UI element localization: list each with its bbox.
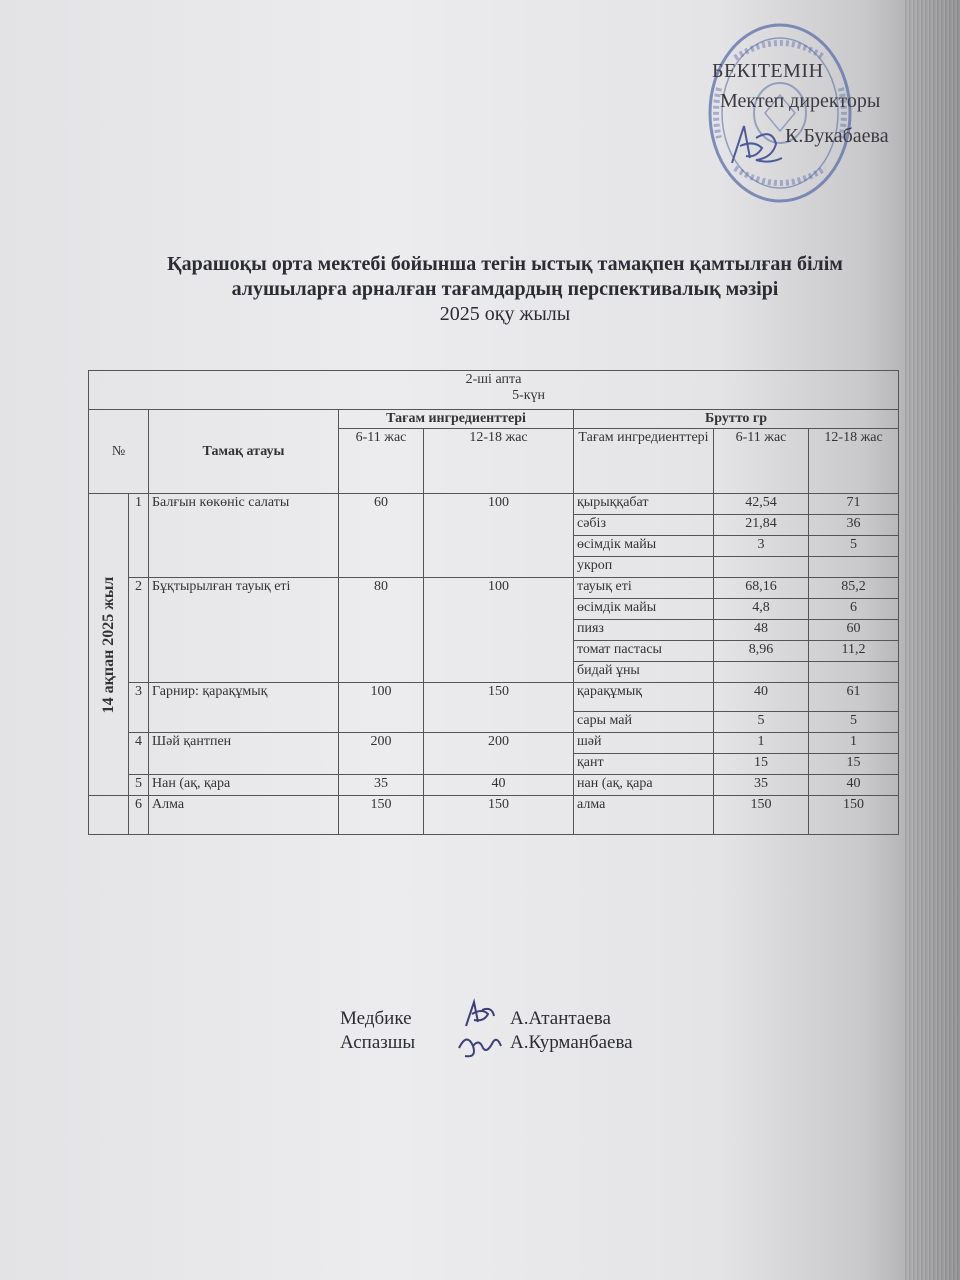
ingredient-brutto-12-18: 85,2: [809, 578, 899, 599]
ingredient-brutto-6-11: 5: [714, 712, 809, 733]
ingredient-brutto-12-18: 5: [809, 536, 899, 557]
dish-name: Балғын көкөніс салаты: [149, 494, 339, 578]
header-group-row: [89, 410, 899, 429]
date-cell-empty: [89, 796, 129, 835]
ingredient-brutto-6-11: 21,84: [714, 515, 809, 536]
ingredient-brutto-6-11: 68,16: [714, 578, 809, 599]
ingredient-brutto-12-18: 150: [809, 796, 899, 835]
dish-portion-6-11: 80: [339, 578, 424, 683]
ingredient-brutto-12-18: [809, 662, 899, 683]
official-seal-stamp: [705, 18, 855, 208]
ingredient-brutto-6-11: 8,96: [714, 641, 809, 662]
ingredient-name: қант: [574, 754, 714, 775]
table-row: [89, 578, 899, 599]
ingredient-name: өсімдік майы: [574, 536, 714, 557]
header-brutto-group: Брутто гр: [574, 410, 899, 429]
ingredient-brutto-6-11: 3: [714, 536, 809, 557]
dish-name: Нан (ақ, қара: [149, 775, 339, 796]
dish-portion-6-11: 100: [339, 683, 424, 733]
ingredient-brutto-6-11: 48: [714, 620, 809, 641]
ingredient-brutto-6-11: [714, 662, 809, 683]
ingredient-brutto-12-18: 61: [809, 683, 899, 712]
dish-name: Шәй қантпен: [149, 733, 339, 775]
header-ingredients-group: Тағам ингредиенттері: [339, 410, 574, 429]
dish-portion-6-11: 35: [339, 775, 424, 796]
header-brutto-6-11: 6-11 жас: [714, 429, 809, 494]
ingredient-brutto-12-18: 1: [809, 733, 899, 754]
ingredient-name: тауық еті: [574, 578, 714, 599]
ingredient-brutto-6-11: 4,8: [714, 599, 809, 620]
title-line-3: 2025 оқу жылы: [439, 303, 571, 325]
ingredient-name: бидай ұны: [574, 662, 714, 683]
ingredient-brutto-12-18: 36: [809, 515, 899, 536]
dish-name: Гарнир: қарақұмық: [149, 683, 339, 733]
dish-portion-6-11: 60: [339, 494, 424, 578]
approval-title: БЕКІТЕМІН: [712, 60, 824, 82]
ingredient-name: өсімдік майы: [574, 599, 714, 620]
signature-name-nurse: А.Атантаева: [510, 1008, 611, 1029]
dish-portion-12-18: 100: [424, 494, 574, 578]
dish-portion-6-11: 200: [339, 733, 424, 775]
ingredient-brutto-6-11: 40: [714, 683, 809, 712]
dish-number: 4: [129, 733, 149, 775]
dish-number: 1: [129, 494, 149, 578]
dish-portion-12-18: 150: [424, 796, 574, 835]
approval-position: Мектеп директоры: [720, 90, 881, 112]
dish-name: Алма: [149, 796, 339, 835]
ingredient-brutto-6-11: 1: [714, 733, 809, 754]
ingredient-name: шәй: [574, 733, 714, 754]
header-brutto-12-18: 12-18 жас: [809, 429, 899, 494]
ingredient-brutto-12-18: 15: [809, 754, 899, 775]
dish-number: 5: [129, 775, 149, 796]
ingredient-brutto-12-18: 6: [809, 599, 899, 620]
table-row: [89, 683, 899, 712]
dish-portion-12-18: 200: [424, 733, 574, 775]
ingredient-brutto-12-18: 40: [809, 775, 899, 796]
dish-portion-12-18: 40: [424, 775, 574, 796]
ingredient-name: нан (ақ, қара: [574, 775, 714, 796]
ingredient-brutto-12-18: 11,2: [809, 641, 899, 662]
dish-name: Бұқтырылған тауық еті: [149, 578, 339, 683]
ingredient-brutto-12-18: 71: [809, 494, 899, 515]
table-row: [89, 775, 899, 796]
menu-table: [88, 370, 899, 835]
header-ingredient-col: Тағам ингредиенттері: [574, 429, 714, 494]
ingredient-name: пияз: [574, 620, 714, 641]
dish-portion-6-11: 150: [339, 796, 424, 835]
dish-portion-12-18: 100: [424, 578, 574, 683]
ingredient-brutto-6-11: 150: [714, 796, 809, 835]
dish-number: 3: [129, 683, 149, 733]
ingredient-brutto-6-11: 42,54: [714, 494, 809, 515]
ingredient-name: сәбіз: [574, 515, 714, 536]
scan-edge-shadow: [905, 0, 960, 1280]
table-row: [89, 494, 899, 515]
signature-role-nurse: Медбике: [340, 1008, 412, 1029]
week-label: 2-ші апта: [465, 372, 522, 387]
title-line-2: алушыларға арналған тағамдардың перспективалық мәзірі: [231, 278, 779, 300]
ingredient-name: қарақұмық: [574, 683, 714, 712]
signature-name-cook: А.Курманбаева: [510, 1032, 633, 1053]
header-dish-name: Тамақ атауы: [149, 410, 339, 494]
dish-portion-12-18: 150: [424, 683, 574, 733]
cook-signature: [455, 1030, 505, 1060]
header-age-12-18: 12-18 жас: [424, 429, 574, 494]
dish-number: 6: [129, 796, 149, 835]
ingredient-brutto-12-18: [809, 557, 899, 578]
ingredient-name: қырыққабат: [574, 494, 714, 515]
title-line-1: Қарашоқы орта мектебі бойынша тегін ыстық тамақпен қамтылған білім: [167, 253, 843, 275]
ingredient-brutto-12-18: 60: [809, 620, 899, 641]
signature-role-cook: Аспазшы: [340, 1032, 416, 1053]
header-number: №: [89, 410, 149, 494]
ingredient-name: укроп: [574, 557, 714, 578]
ingredient-brutto-6-11: 15: [714, 754, 809, 775]
ingredient-name: алма: [574, 796, 714, 835]
ingredient-brutto-6-11: [714, 557, 809, 578]
approval-name: К.Букабаева: [785, 125, 889, 147]
table-row: [89, 733, 899, 754]
table-row: [89, 796, 899, 835]
document-title: [90, 252, 920, 327]
ingredient-brutto-6-11: 35: [714, 775, 809, 796]
director-signature: [722, 118, 792, 178]
ingredient-brutto-12-18: 5: [809, 712, 899, 733]
ingredient-name: томат пастасы: [574, 641, 714, 662]
day-label: 5-күн: [512, 388, 546, 403]
week-row: [89, 371, 899, 410]
date-cell: [89, 494, 129, 796]
dish-number: 2: [129, 578, 149, 683]
ingredient-name: сары май: [574, 712, 714, 733]
header-age-6-11: 6-11 жас: [339, 429, 424, 494]
nurse-signature: [460, 998, 500, 1030]
date-label: 14 ақпан 2025 жыл: [99, 576, 117, 713]
